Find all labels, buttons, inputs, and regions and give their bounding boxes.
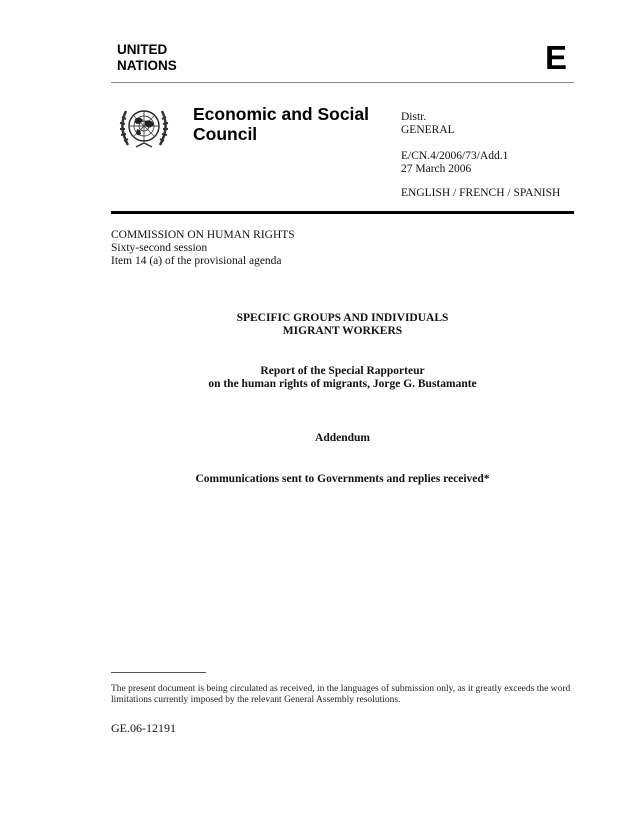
agenda-item: Item 14 (a) of the provisional agenda	[111, 255, 282, 267]
session-name: Sixty-second session	[111, 242, 208, 254]
document-number: GE.06-12191	[111, 721, 176, 735]
organization-line-2: NATIONS	[117, 58, 177, 73]
distribution-label: Distr.	[401, 111, 427, 123]
organization-line-1: UNITED	[117, 42, 168, 57]
organ-title-line-2: Council	[193, 124, 258, 144]
document-metadata	[401, 111, 560, 200]
organ-title	[193, 104, 369, 144]
topic-line-1: SPECIFIC GROUPS AND INDIVIDUALS	[236, 312, 449, 324]
commission-block	[111, 229, 295, 268]
series-letter: E	[545, 39, 568, 76]
topic-heading	[111, 312, 574, 338]
footnote-text: The present document is being circulated as received, in the languages of submission only, as it greatly exceeds the word limitations currently imposed by the relevant General Assembly resolutions.	[111, 684, 571, 705]
document-symbol: E/CN.4/2006/73/Add.1	[401, 150, 509, 162]
commission-name: COMMISSION ON HUMAN RIGHTS	[111, 229, 295, 241]
organization-name	[117, 42, 177, 74]
un-emblem-icon	[116, 101, 172, 153]
communications-heading: Communications sent to Governments and replies received*	[195, 473, 490, 485]
header-divider	[111, 82, 574, 83]
topic-line-2: MIGRANT WORKERS	[282, 325, 403, 337]
report-line-1: Report of the Special Rapporteur	[260, 365, 425, 377]
header-thick-divider	[111, 211, 574, 214]
addendum-heading: Addendum	[315, 432, 370, 444]
report-heading	[111, 365, 574, 391]
distribution-value: GENERAL	[401, 124, 455, 136]
organ-title-line-1: Economic and Social	[193, 104, 370, 124]
report-line-2: on the human rights of migrants, Jorge G. Bustamante	[208, 378, 477, 390]
document-date: 27 March 2006	[401, 163, 472, 175]
footnote-divider	[111, 672, 206, 673]
document-languages: ENGLISH / FRENCH / SPANISH	[401, 187, 561, 199]
